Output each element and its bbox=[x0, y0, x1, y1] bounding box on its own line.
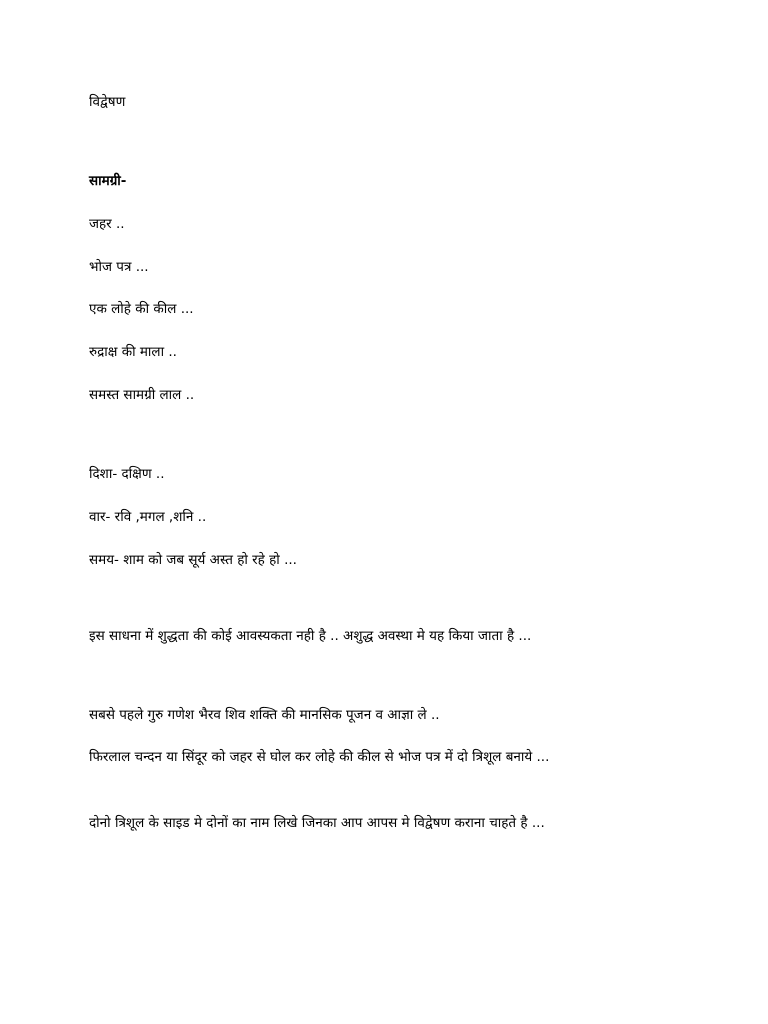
step-paragraph: सबसे पहले गुरु गणेश भैरव शिव शक्ति की मानसिक पूजन व आज्ञा ले .. bbox=[89, 707, 440, 723]
day-line: वार- रवि ,मगल ,शनि .. bbox=[89, 509, 207, 525]
material-item: जहर .. bbox=[89, 216, 125, 232]
material-item: समस्त सामग्री लाल .. bbox=[89, 387, 195, 403]
purity-note: इस साधना में शुद्धता की कोई आवस्यकता नही है .. अशुद्ध अवस्था मे यह किया जाता है ... bbox=[89, 628, 532, 644]
material-item: एक लोहे की कील ... bbox=[89, 301, 194, 317]
step-paragraph: दोनो त्रिशूल के साइड मे दोनों का नाम लिखे जिनका आप आपस मे विद्वेषण कराना चाहते है ... bbox=[89, 815, 545, 831]
step-paragraph: फिरलाल चन्दन या सिंदूर को जहर से घोल कर लोहे की कील से भोज पत्र में दो त्रिशूल बनाये ... bbox=[89, 749, 550, 765]
materials-heading: सामग्री- bbox=[89, 173, 127, 189]
document-title: विद्वेषण bbox=[89, 94, 126, 110]
material-item: भोज पत्र ... bbox=[89, 259, 149, 275]
material-item: रुद्राक्ष की माला .. bbox=[89, 344, 177, 360]
time-line: समय- शाम को जब सूर्य अस्त हो रहे हो ... bbox=[89, 552, 297, 568]
direction-line: दिशा- दक्षिण .. bbox=[89, 466, 165, 482]
